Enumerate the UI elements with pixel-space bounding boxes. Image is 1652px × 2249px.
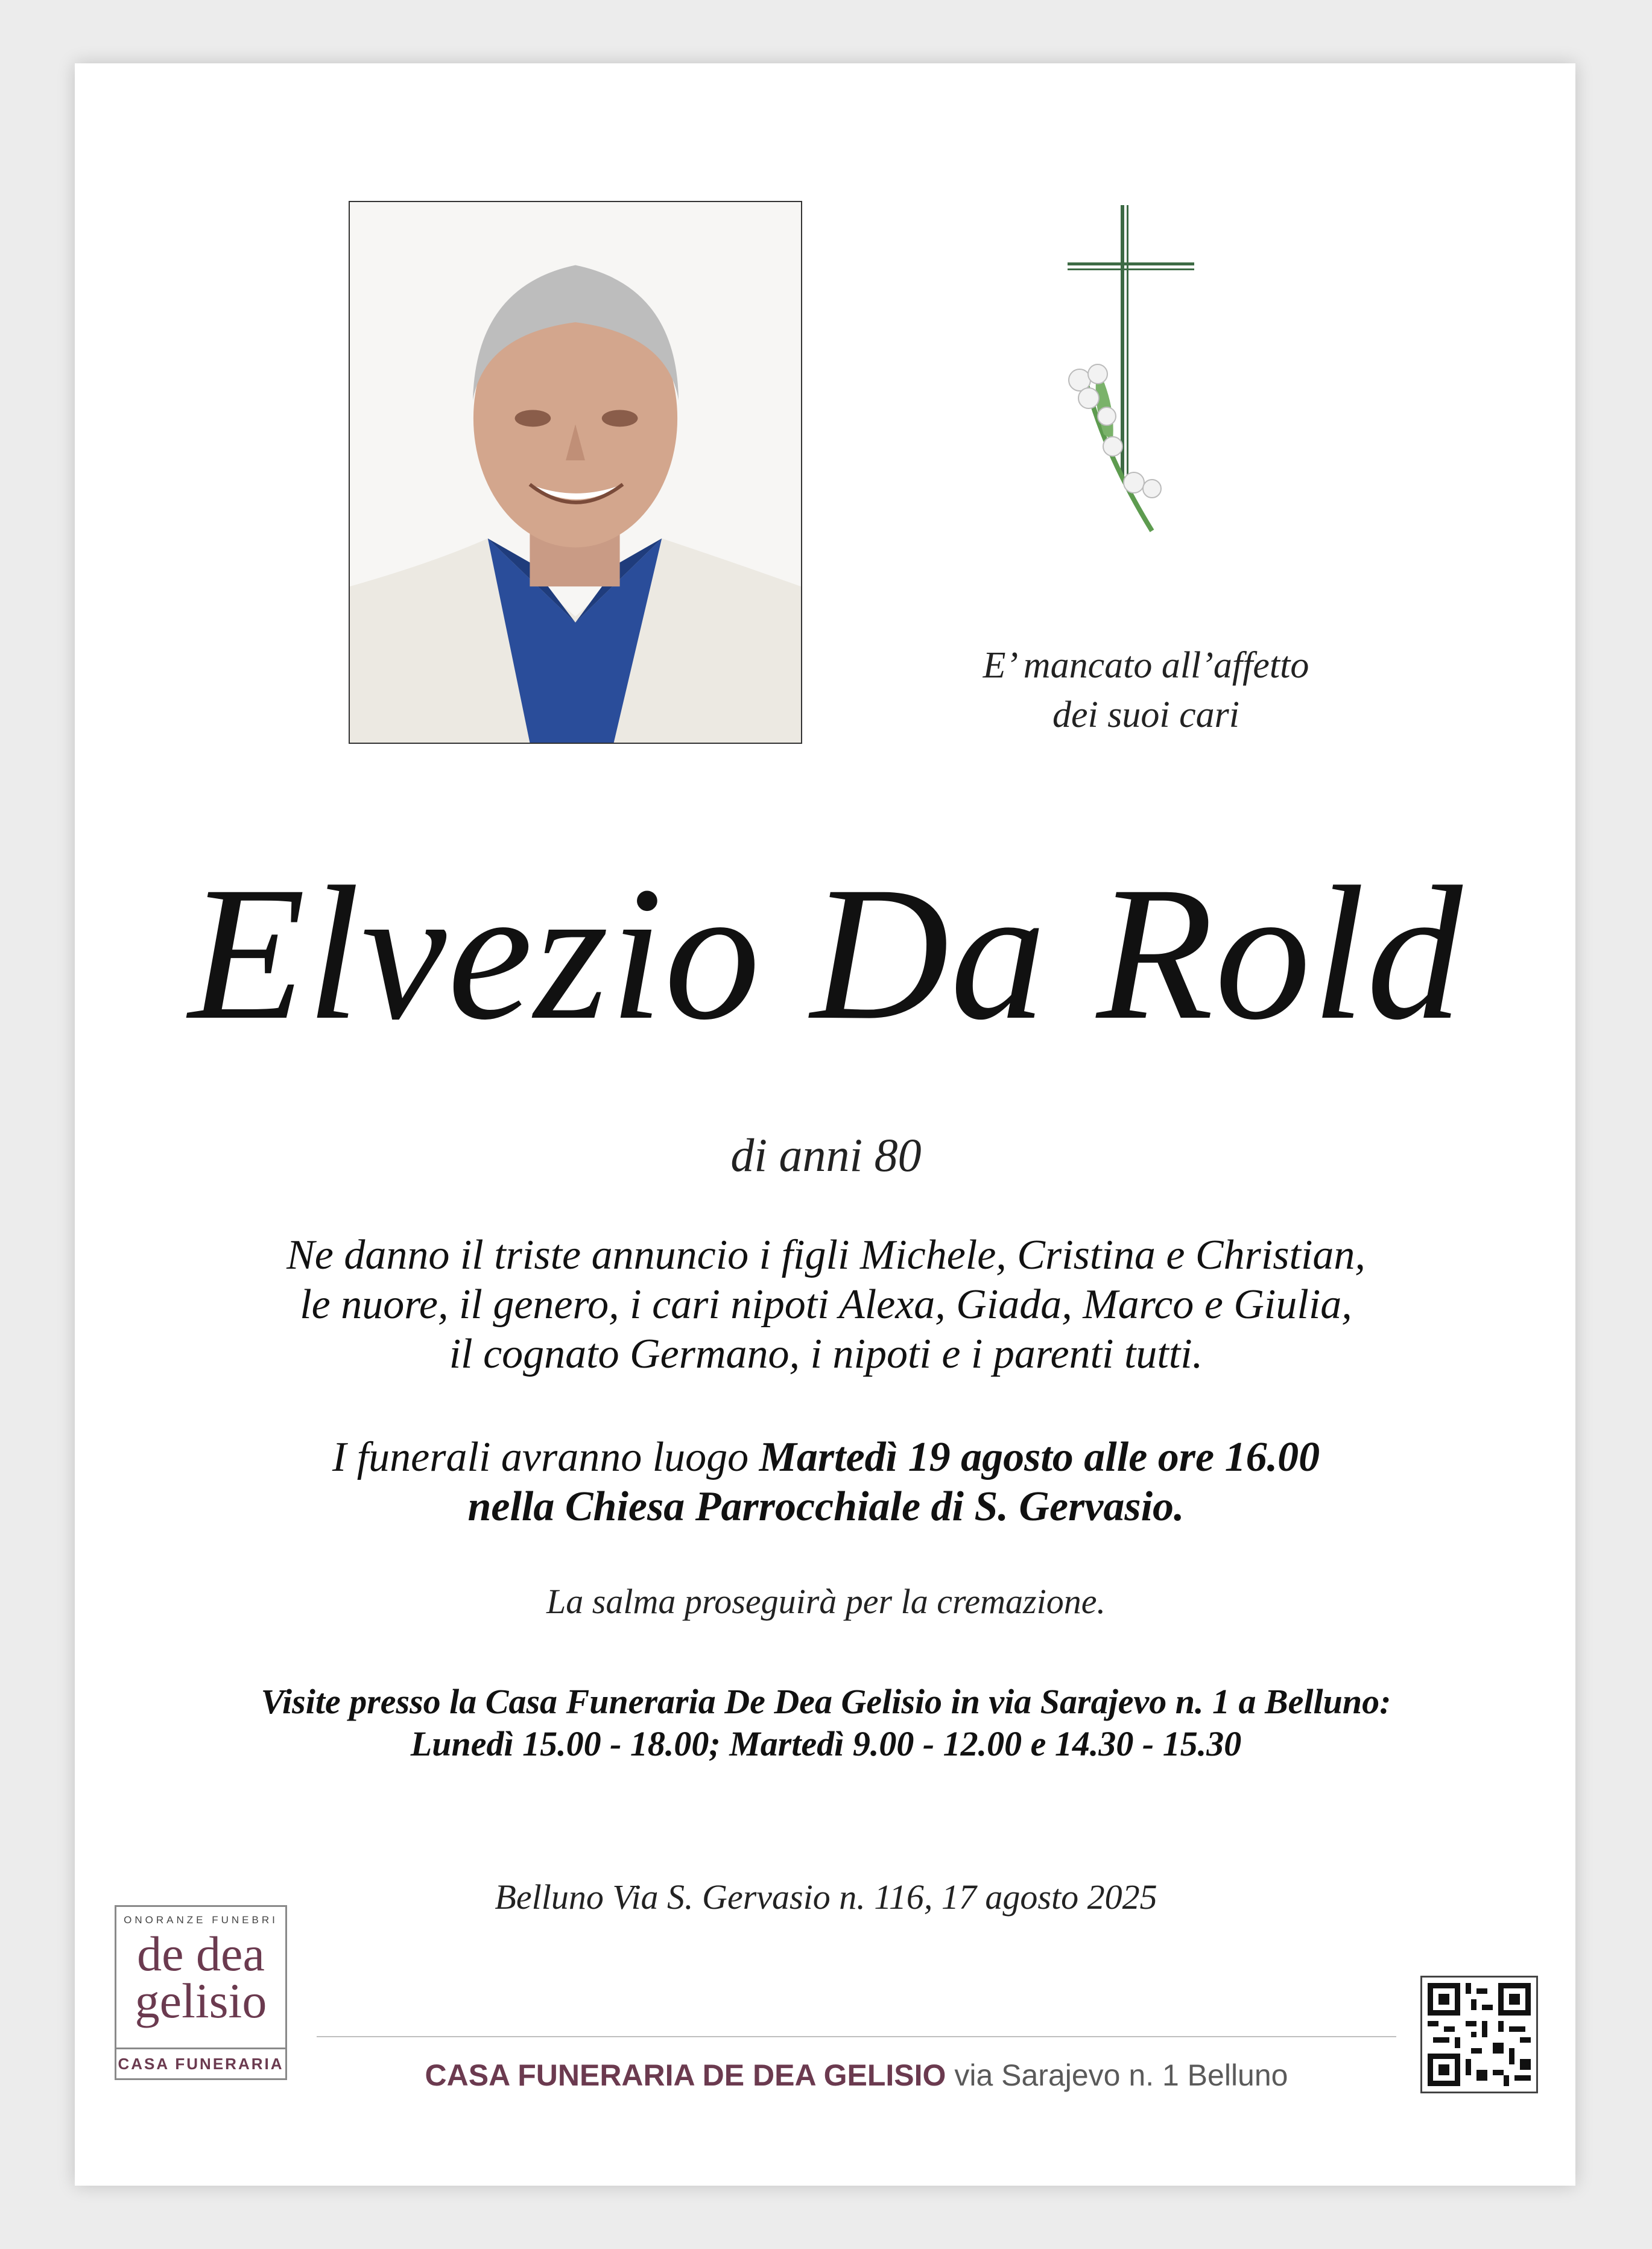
subtitle xyxy=(844,641,1448,740)
footer-divider xyxy=(317,2036,1396,2037)
age: di anni 80 xyxy=(730,1129,922,1181)
obituary-sheet xyxy=(75,63,1575,2186)
portrait-photo xyxy=(349,201,802,744)
qr-code-icon[interactable] xyxy=(1420,1976,1538,2093)
funeral-place: nella Chiesa Parrocchiale di S. Gervasio. xyxy=(467,1483,1185,1530)
funeral-line-1 xyxy=(0,1433,1652,1482)
visits-line-1: Visite presso la Casa Funeraria De Dea Gelisio in via Sarajevo n. 1 a Belluno: xyxy=(261,1682,1391,1721)
footer-address: via Sarajevo n. 1 Belluno xyxy=(946,2058,1288,2092)
visits-info xyxy=(0,1681,1652,1765)
funeral-home-logo xyxy=(115,1905,287,2080)
subtitle-line-1: E’ mancato all’affetto xyxy=(983,645,1309,686)
subtitle-line-2: dei suoi cari xyxy=(1052,694,1239,735)
cremation-note: La salma proseguirà per la cremazione. xyxy=(546,1582,1106,1621)
logo-divider xyxy=(116,2048,285,2049)
announcement-line-2: le nuore, il genero, i cari nipoti Alexa, Giada, Marco e Giulia, xyxy=(300,1281,1352,1328)
deceased-name: Elvezio Da Rold xyxy=(188,847,1464,1059)
logo-word-2: gelisio xyxy=(135,1973,267,2028)
footer xyxy=(317,2057,1396,2093)
cross-with-flowers-icon xyxy=(1055,199,1212,543)
place-and-date: Belluno Via S. Gervasio n. 116, 17 agosto 2025 xyxy=(495,1877,1157,1917)
logo-word-1: de dea xyxy=(137,1926,265,1981)
visits-line-2: Lunedì 15.00 - 18.00; Martedì 9.00 - 12.00 e 14.30 - 15.30 xyxy=(410,1724,1242,1763)
logo-top-text: ONORANZE FUNEBRI xyxy=(124,1914,278,1926)
announcement xyxy=(0,1231,1652,1379)
announcement-line-3: il cognato Germano, i nipoti e i parenti tutti. xyxy=(449,1331,1203,1377)
funeral-date-time: Martedì 19 agosto alle ore 16.00 xyxy=(759,1434,1320,1480)
logo-bottom-text: CASA FUNERARIA xyxy=(118,2055,284,2073)
funeral-intro: I funerali avranno luogo xyxy=(332,1434,759,1480)
announcement-line-1: Ne danno il triste annuncio i figli Michele, Cristina e Christian, xyxy=(286,1232,1366,1278)
funeral-info xyxy=(0,1433,1652,1532)
footer-brand: CASA FUNERARIA DE DEA GELISIO xyxy=(425,2058,946,2092)
